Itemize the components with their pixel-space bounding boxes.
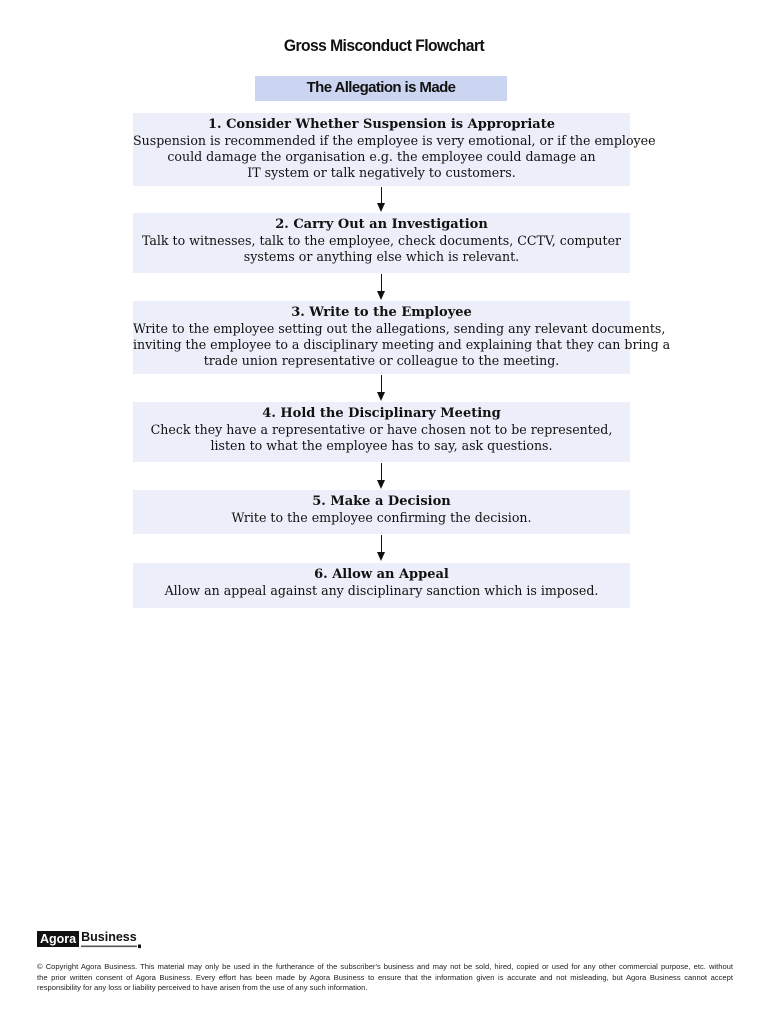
step-1-title: 1. Consider Whether Suspension is Appropriate (207, 117, 555, 132)
logo-agora-text: Agora (37, 931, 79, 947)
step-3-line-1: Write to the employee setting out the allegations, sending any relevant documents, (133, 321, 666, 336)
step-1-line-2: could damage the organisation e.g. the employee could damage an (167, 149, 596, 164)
agora-business-logo (37, 931, 141, 949)
step-2-description (133, 233, 630, 265)
step-6-description (133, 583, 630, 599)
footer-line-1: © Copyright Agora Business. This material may only be used in the furtherance of the subscriber's business and may not be sold, hired, copied or used for any other commercial purpose, etc. without (37, 962, 733, 971)
copyright-footer (37, 962, 733, 994)
arrow-3-to-4 (375, 375, 389, 402)
logo-business-text: Business (81, 930, 137, 944)
step-2-title: 2. Carry Out an Investigation (275, 217, 488, 232)
step-4-description (133, 422, 630, 454)
step-6-line-1: Allow an appeal against any disciplinary sanction which is imposed. (164, 583, 599, 598)
step-3-line-2: inviting the employee to a disciplinary meeting and explaining that they can bring a (133, 337, 671, 352)
step-1-box (133, 113, 656, 186)
step-1-description (133, 133, 656, 181)
step-6-box (133, 563, 630, 608)
step-6-title: 6. Allow an Appeal (314, 567, 449, 582)
step-4-line-1: Check they have a representative or have chosen not to be represented, (150, 422, 613, 437)
step-4-line-2: listen to what the employee has to say, ask questions. (210, 438, 553, 453)
step-3-title: 3. Write to the Employee (291, 305, 472, 320)
arrow-5-to-6 (375, 535, 389, 562)
step-3-description (133, 321, 671, 369)
page-title: Gross Misconduct Flowchart (283, 36, 485, 55)
arrow-4-to-5 (375, 463, 389, 490)
step-1-line-1: Suspension is recommended if the employee is very emotional, or if the employee (133, 133, 656, 148)
step-5-line-1: Write to the employee confirming the decision. (231, 510, 532, 525)
logo-right-block (81, 931, 141, 949)
arrow-2-to-3 (375, 274, 389, 301)
step-5-description (133, 510, 630, 526)
step-5-box (133, 490, 630, 534)
logo-tagline-graphic (81, 944, 141, 949)
footer-line-2: the prior written consent of Agora Business. Every effort has been made by Agora Business to ensure that the information given is accurate and not misleading, but Agora Business cannot accept (37, 972, 733, 982)
step-5-title: 5. Make a Decision (312, 494, 451, 509)
step-2-line-2: systems or anything else which is relevant. (243, 249, 520, 264)
allegation-header-box: The Allegation is Made (255, 76, 507, 101)
step-3-line-3: trade union representative or colleague to the meeting. (203, 353, 560, 368)
step-2-line-1: Talk to witnesses, talk to the employee, check documents, CCTV, computer (141, 233, 622, 248)
step-4-box (133, 402, 630, 462)
step-3-box (133, 301, 671, 374)
step-1-line-3: IT system or talk negatively to customers. (247, 165, 516, 180)
step-4-title: 4. Hold the Disciplinary Meeting (262, 406, 501, 421)
step-2-box (133, 213, 630, 273)
arrow-1-to-2 (375, 187, 389, 213)
footer-line-3: responsibility for any loss or liability perceived to have arisen from the use of any such information. (37, 983, 368, 992)
